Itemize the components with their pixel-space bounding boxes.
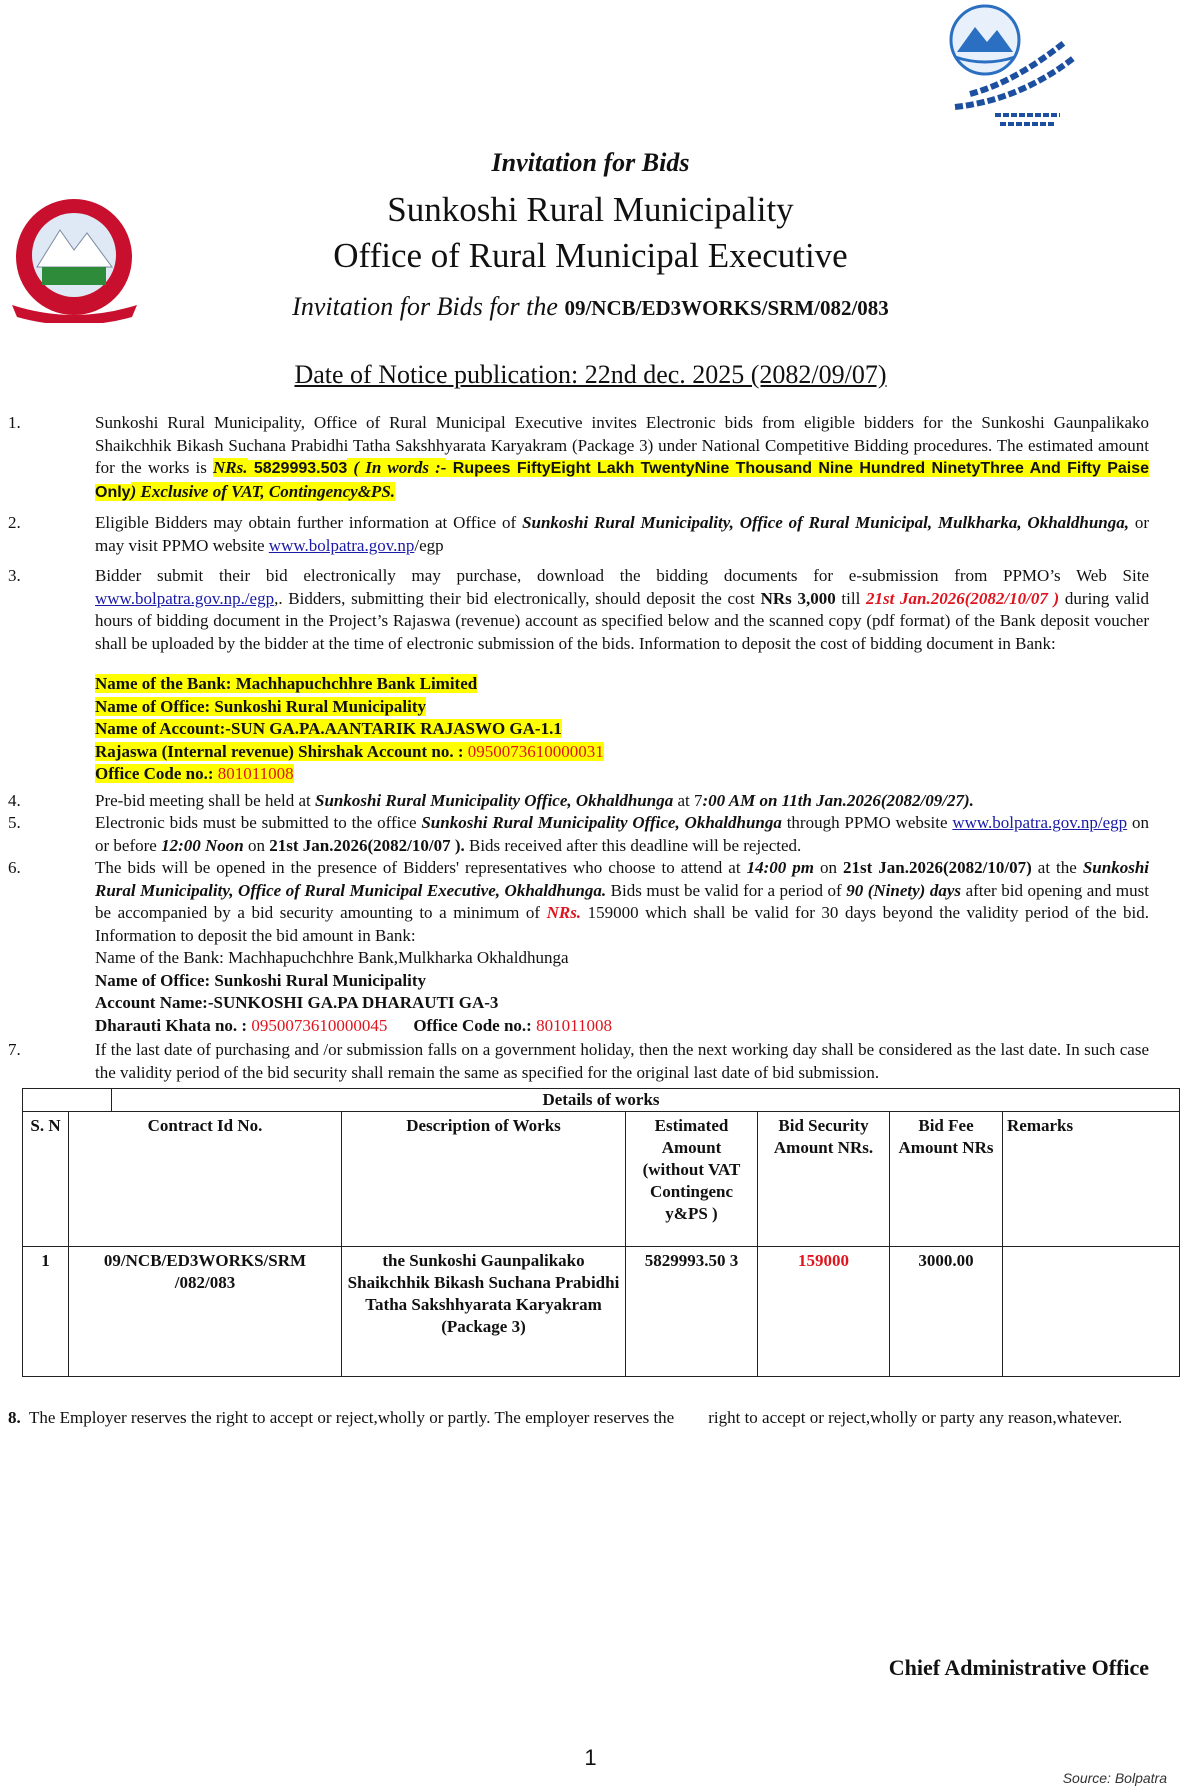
prebid-time: :00 AM on 11th Jan.2026(2082/09/27).	[702, 790, 974, 810]
office-code: 801011008	[217, 764, 294, 783]
venue: Sunkoshi Rural Municipality Office, Okhaldhunga	[315, 790, 674, 810]
page-number: 1	[584, 1745, 597, 1770]
text: Sunkoshi Rural Municipality, Office of Rural Municipal Executive invites Electronic bids from eligible bidders for the Sunkoshi Gaunpalikako Shaikchhik Bikash Suchana Prabidhi Tatha Sakshhyarata Karyakram (Package 3) under National Competitive Bidding procedures. The estimated amount for the works is	[95, 413, 1149, 477]
text: If the last date of purchasing and /or submission falls on a government holiday, then the next working day shall be considered as the last date. In such case the validity period of the bid security shall remain the same as specified for the original last date of bid submission.	[95, 1040, 1149, 1082]
doc-title: Invitation for Bids	[491, 148, 690, 177]
paragraph-3	[8, 565, 1149, 655]
bolpatra-link[interactable]: www.bolpatra.gov.np	[268, 535, 415, 555]
item-number: 5.	[8, 813, 21, 832]
venue: Sunkoshi Rural Municipality Office, Okhaldhunga	[421, 813, 782, 832]
item-number: 8.	[8, 1408, 21, 1427]
account-name: Account Name:-SUNKOSHI GA.PA DHARAUTI GA-3	[95, 993, 499, 1012]
validity-period: 90 (Ninety) days	[846, 880, 962, 900]
notice-body	[0, 412, 1181, 1438]
text: on or before	[95, 813, 1150, 855]
text: during valid hours of bidding document in the Project’s Rajaswa (revenue) account as specified below and the scanned copy (pdf format) of the Bank deposit voucher shall be uploaded by the bidder at the time of electronic submission of the bids. Information to deposit the cost of bidding document in Bank:	[95, 588, 1149, 653]
submission-date: 21st Jan.2026(2082/10/07 ).	[269, 835, 465, 855]
table-caption	[23, 1089, 1180, 1112]
office-code: 801011008	[536, 1015, 612, 1035]
office-name: Name of Office: Sunkoshi Rural Municipality	[95, 970, 427, 990]
text: ,. Bidders, submitting their bid electronically, should deposit the cost	[274, 588, 761, 608]
source-label: Source: Bolpatra	[1062, 1770, 1167, 1786]
account-label: Rajaswa (Internal revenue) Shirshak Account no. :	[95, 741, 468, 761]
text: /egp	[414, 535, 444, 555]
bolpatra-link[interactable]: www.bolpatra.gov.np./egp	[95, 588, 275, 608]
text: The Employer reserves the right to accept or reject,wholly or partly. The employer reserves the right to accept or reject,wholly or party any reason,whatever.	[28, 1408, 1123, 1427]
cell-contract-id: 09/NCB/ED3WORKS/SRM /082/083	[69, 1247, 342, 1377]
text: Bids must be valid for a period of	[606, 880, 847, 900]
cell-estimated-amount: 5829993.50 3	[626, 1247, 758, 1377]
opening-date: 21st Jan.2026(2082/10/07)	[843, 858, 1032, 877]
header-bid-security: Bid Security Amount NRs.	[758, 1112, 890, 1247]
header-estimated-amount: Estimated Amount (without VAT Contingenc y&PS )	[626, 1112, 758, 1247]
bank-details-deposit	[95, 947, 1149, 1037]
text: through PPMO website	[781, 813, 953, 832]
ifb-number: 09/NCB/ED3WORKS/SRM/082/083	[564, 296, 889, 320]
paragraph-6	[8, 857, 1150, 947]
text: Pre-bid meeting shall be held at	[95, 790, 315, 810]
khata-number: 0950073610000045	[251, 1015, 388, 1035]
text: at the	[1031, 858, 1083, 877]
submission-time: 12:00 Noon	[161, 835, 244, 855]
opening-time: 14:00 pm	[746, 858, 814, 877]
text: on	[243, 835, 270, 855]
header-bid-fee: Bid Fee Amount NRs	[890, 1112, 1003, 1247]
bank-details-revenue	[95, 673, 1149, 786]
paragraph-7	[8, 1039, 1149, 1084]
signature-office: Chief Administrative Office	[888, 1655, 1149, 1680]
exclusion-note: ) Exclusive of VAT, Contingency&PS.	[130, 481, 396, 501]
currency-label: NRs.	[546, 903, 582, 922]
table-row	[23, 1247, 1180, 1377]
deposit-deadline: 21st Jan.2026(2082/10/07 )	[866, 588, 1060, 608]
paragraph-1	[8, 412, 1150, 504]
account-number: 0950073610000031	[467, 741, 604, 761]
bolpatra-link[interactable]: www.bolpatra.gov.np/egp	[952, 813, 1128, 832]
works-table	[22, 1088, 1180, 1377]
text: on	[813, 858, 843, 877]
text: Bids received after this deadline will be rejected.	[464, 835, 802, 855]
paragraph-5	[8, 812, 1150, 857]
table-header-row	[23, 1112, 1180, 1247]
office-code-label: Office Code no.:	[413, 1015, 537, 1035]
currency-label: NRs.	[213, 458, 248, 477]
text: Bidder submit their bid electronically may purchase, download the bidding documents for e-submission from PPMO’s Web Site	[95, 566, 1149, 585]
text: Electronic bids must be submitted to the office	[95, 813, 422, 832]
text: or may visit PPMO website	[95, 513, 1149, 555]
text: at 7	[673, 790, 703, 810]
item-number: 2.	[8, 513, 21, 532]
text: The bids will be opened in the presence of Bidders' representatives who choose to attend at	[95, 858, 747, 877]
khata-label: Dharauti Khata no. :	[95, 1015, 252, 1035]
text: till	[835, 588, 866, 608]
header-contract-id: Contract Id No.	[69, 1112, 342, 1247]
org-name: Sunkoshi Rural Municipality	[387, 190, 794, 229]
venue: Sunkoshi Rural Municipality, Office of Rural Municipal Executive, Okhaldhunga.	[95, 858, 1150, 900]
estimated-amount: 5829993.503	[247, 460, 348, 477]
item-number: 6.	[8, 858, 21, 877]
municipality-logo	[925, 2, 1090, 127]
cell-bid-fee: 3000.00	[890, 1247, 1003, 1377]
item-number: 7.	[8, 1040, 21, 1059]
paragraph-2	[8, 512, 1149, 557]
cell-description: the Sunkoshi Gaunpalikako Shaikchhik Bikash Suchana Prabidhi Tatha Sakshhyarata Karyakram (Package 3)	[342, 1247, 626, 1377]
item-number: 1.	[8, 413, 21, 432]
caption-text: Details of works	[542, 1090, 660, 1109]
cell-sn: 1	[23, 1247, 69, 1377]
cell-remarks	[1003, 1247, 1180, 1377]
bank-name: Name of the Bank: Machhapuchchhre Bank,Mulkharka Okhaldhunga	[95, 948, 569, 967]
bank-name: Name of the Bank: Machhapuchchhre Bank Limited	[95, 674, 478, 693]
item-number: 4.	[8, 790, 21, 810]
text: after bid opening and must be accompanied by a bid security amounting to a minimum of	[95, 880, 1149, 922]
account-name: Name of Account:-SUN GA.PA.AANTARIK RAJASWO GA-1.1	[95, 719, 562, 738]
cell-bid-security: 159000	[758, 1247, 890, 1377]
paragraph-4	[8, 790, 1149, 813]
header-sn: S. N	[23, 1112, 69, 1247]
office-name: Office of Rural Municipal Executive	[333, 236, 848, 275]
header-remarks: Remarks	[1003, 1112, 1180, 1247]
text: 159000 which shall be valid for 30 days beyond the validity period of the bid. Information to deposit the bid amount in Bank:	[95, 903, 1150, 945]
ifb-prefix: Invitation for Bids for the	[292, 292, 558, 321]
text: Eligible Bidders may obtain further information at Office of	[95, 513, 523, 532]
header-description: Description of Works	[342, 1112, 626, 1247]
publication-date: Date of Notice publication: 22nd dec. 2025 (2082/09/07)	[294, 360, 887, 389]
office-code-label: Office Code no.:	[95, 764, 218, 783]
document-cost: NRs 3,000	[760, 588, 836, 608]
office-address: Sunkoshi Rural Municipality, Office of Rural Municipal, Mulkharka, Okhaldhunga,	[522, 513, 1129, 532]
in-words-label: ( In words :-	[347, 458, 447, 477]
item-number: 3.	[8, 566, 21, 585]
amount-in-words: Rupees FiftyEight Lakh TwentyNine Thousand Nine Hundred NinetyThree And Fifty Paise Only	[95, 460, 1150, 501]
office-name: Name of Office: Sunkoshi Rural Municipality	[95, 696, 427, 716]
paragraph-8	[8, 1407, 1149, 1430]
